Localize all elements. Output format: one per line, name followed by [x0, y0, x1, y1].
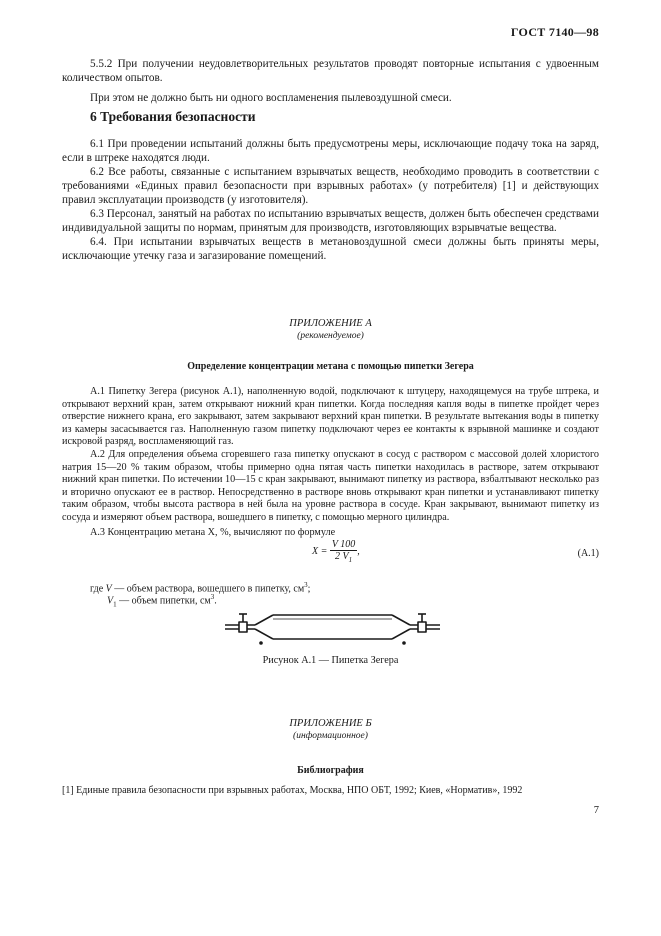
paragraph-6-4: 6.4. При испытании взрывчатых веществ в метановоздушной смеси должны быть приняты меры, исключающие утечку газа и загазирование помещений. — [62, 236, 599, 262]
section-6-text — [62, 137, 599, 263]
seger-pipette-figure — [225, 609, 440, 647]
formula-a1 — [312, 539, 360, 564]
page-number: 7 — [593, 805, 599, 816]
formula-denominator: 2 $V_1$ — [335, 551, 353, 564]
formula-fraction — [330, 539, 357, 564]
paragraph-5-5-2-note: При этом не должно быть ни одного воспламенения пылевоздушной смеси. — [90, 92, 452, 104]
appendix-b-title: ПРИЛОЖЕНИЕ Б — [289, 718, 372, 729]
where-line-2: $V_1$ — объем пипетки, $см^3$. — [107, 593, 217, 609]
paragraph-6-3: 6.3 Персонал, занятый на работах по испытанию взрывчатых веществ, должен быть обеспечен средствами индивидуальной защиты по нормам, принятым для производств, изготовляющих взрывчатые вещества. — [62, 208, 599, 234]
formula-tail: , — [357, 545, 360, 557]
appendix-a-title: ПРИЛОЖЕНИЕ А — [289, 318, 372, 329]
section-5-text — [62, 57, 599, 105]
bibliography-entry-1: [1] Единые правила безопасности при взрывных работах, Москва, НПО ОБТ, 1992; Киев, «Норматив», 1992 — [62, 785, 523, 796]
paragraph-5-5-2: 5.5.2 При получении неудовлетворительных результатов проводят повторные испытания с удвоенным количеством опытов. — [62, 58, 599, 84]
paragraph-6-1: 6.1 При проведении испытаний должны быть предусмотрены меры, исключающие подачу тока на заряд, если в штреке находятся люди. — [62, 138, 599, 164]
paragraph-a-3: А.3 Концентрацию метана X, %, вычисляют по формуле — [90, 526, 336, 538]
section-6-title: 6 Требования безопасности — [90, 109, 256, 124]
where-line-1: где V — объем раствора, вошедшего в пипетку, $см^3$; — [90, 581, 311, 595]
figure-caption: Рисунок А.1 — Пипетка Зегера — [262, 655, 399, 666]
formula-numerator: V 100 — [331, 539, 356, 550]
paragraph-a-2: А.2 Для определения объема сгоревшего газа пипетку опускают в сосуд с раствором с массовой долей хлористого натрия 15—20 % таким образом, чтобы примерно одна пятая часть пипетки находилась в растворе, затем открывают нижний кран пипетки. По истечении 10—15 с кран закрывают, вынимают пипетку из раствора, взбалтывают несколько раз и вторично опускают ее в раствор. Непосредственно в растворе вновь открывают кран пипетки и устанавливают пипетку таким образом, чтобы высота раствора в ней была на уровне раствора в сосуде. Кран закрывают, вынимают пипетку из сосуда и измеряют объем раствора, вошедшего в пипетку, с помощью мерного цилиндра. — [62, 448, 599, 523]
appendix-a-heading: Определение концентрации метана с помощью пипетки Зегера — [187, 361, 474, 372]
appendix-b-subtitle: (информационное) — [293, 731, 368, 741]
formula-number: (А.1) — [577, 548, 599, 559]
appendix-a-subtitle: (рекомендуемое) — [297, 331, 364, 341]
paragraph-a-1: А.1 Пипетку Зегера (рисунок А.1), наполненную водой, подключают к штуцеру, находящемуся на трубе штрека, и открывают верхний кран, затем открывают нижний кран пипетки. Когда последняя капля воды в пипетке пройдет через отверстие нижнего крана, его закрывают, затем закрывают верхний кран пипетки. В результате вытекания воды в пипетку из камеры засасывается газ. Наполненную газом пипетку подключают через ее контакты к взрывной машинке и создают искровой разряд, воспламеняющий газ. — [62, 386, 599, 448]
document-header: ГОСТ 7140—98 — [510, 25, 599, 39]
bibliography-heading: Библиография — [297, 765, 364, 776]
formula-lhs: X = — [312, 545, 328, 557]
appendix-a-text — [62, 386, 599, 539]
paragraph-6-2: 6.2 Все работы, связанные с испытанием взрывчатых веществ, необходимо проводить в соответствии с требованиями «Единых правил безопасности при взрывных работах» (у потребителя) [1] и действующих правил эксплуатации производств (у изготовителя). — [62, 166, 599, 206]
